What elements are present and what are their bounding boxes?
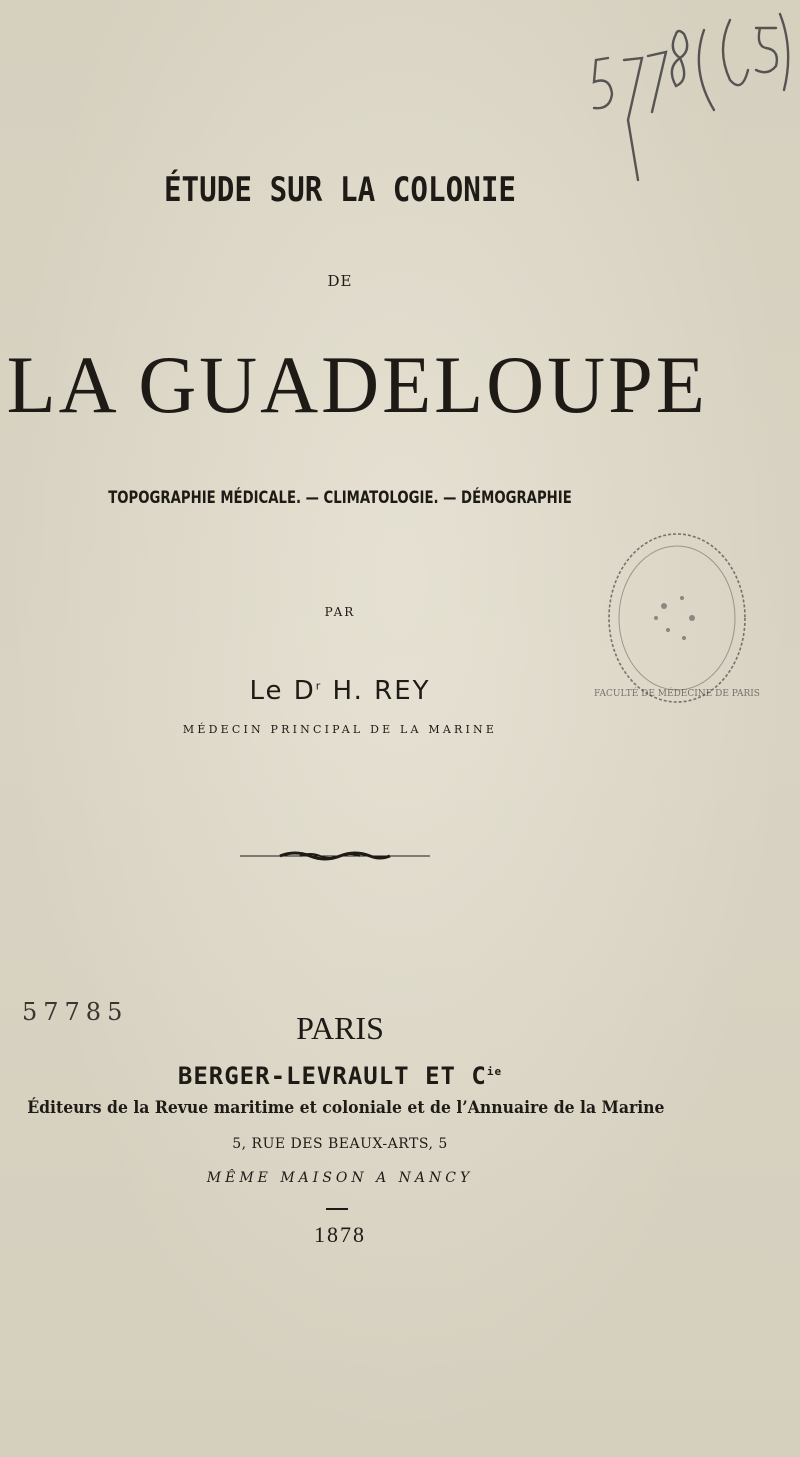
- main-title: LA GUADELOUPE: [6, 339, 708, 430]
- author-title-sup: r: [315, 679, 323, 693]
- publisher-name: BERGER-LEVRAULT ET C: [177, 1062, 487, 1090]
- author-role: MÉDECIN PRINCIPAL DE LA MARINE: [182, 723, 498, 736]
- imprint-branch: MÊME MAISON A NANCY: [206, 1170, 474, 1186]
- author-surname: H. REY: [322, 676, 431, 706]
- printers-ornament: [240, 848, 430, 864]
- byline-par: PAR: [324, 605, 356, 619]
- publisher-sup: ie: [486, 1065, 503, 1078]
- imprint-year: 1878: [314, 1222, 366, 1247]
- imprint-city: PARIS: [296, 1010, 384, 1046]
- imprint-publisher: [0, 1062, 680, 1090]
- author-prefix: Le D: [249, 676, 316, 706]
- imprint-address: 5, RUE DES BEAUX-ARTS, 5: [232, 1136, 448, 1152]
- year-dash: [326, 1208, 348, 1210]
- imprint-editors: Éditeurs de la Revue maritime et coloniale et de l’Annuaire de la Marine: [27, 1098, 665, 1118]
- title-line-2: DE: [327, 272, 353, 290]
- handwritten-shelf-mark: [580, 10, 795, 190]
- author-name: [0, 676, 680, 706]
- subtitle: TOPOGRAPHIE MÉDICALE. — CLIMATOLOGIE. — DÉMOGRAPHIE: [108, 488, 572, 508]
- shelf-number: 57785: [22, 998, 129, 1026]
- title-line-1: ÉTUDE SUR LA COLONIE: [163, 170, 517, 210]
- stamp-text: FACULTÉ DE MÉDECINE DE PARIS: [594, 689, 760, 699]
